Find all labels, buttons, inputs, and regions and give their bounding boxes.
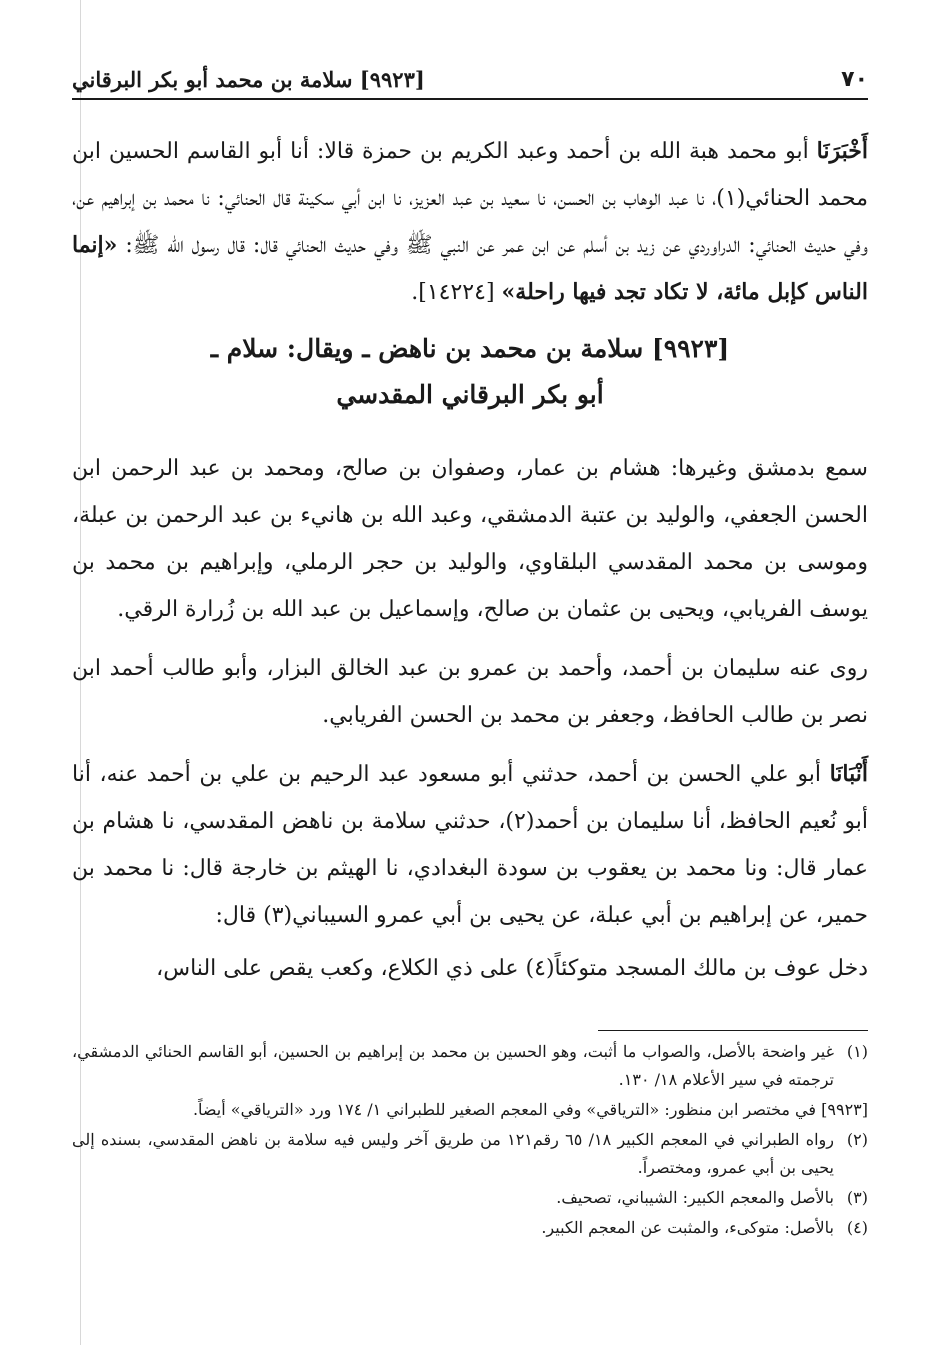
- running-title: [٩٩٢٣] سلامة بن محمد أبو بكر البرقاني: [72, 67, 425, 92]
- story-paragraph: دخل عوف بن مالك المسجد متوكئاً(٤) على ذي الكلاع، وكعب يقص على الناس،: [156, 956, 868, 981]
- narrated-by-paragraph: روى عنه سليمان بن أحمد، وأحمد بن عمرو بن عبد الخالق البزار، وأبو طالب أحمد ابن نصر بن طالب الحافظ، وجعفر بن محمد بن الحسن الفريابي.: [72, 656, 868, 728]
- footnote-2: [72, 1126, 868, 1182]
- chain-text: أبو علي الحسن بن أحمد، حدثني أبو مسعود عبد الرحيم بن علي بن أحمد عنه، أنا أبو نُعيم الحافظ، أنا سليمان بن أحمد(٢)، حدثني سلامة بن ناهض المقدسي، نا هشام بن عمار قال: ونا محمد بن يعقوب بن سودة البغدادي، نا الهيثم بن خارجة قال: نا محمد بن حمير، عن إبراهيم بن أبي عبلة، عن يحيى بن أبي عمرو السيباني(٣) قال:: [72, 762, 868, 928]
- page-header: [72, 56, 868, 100]
- footnote-separator: [598, 1030, 868, 1031]
- lead-word: أَخْبَرَنَا: [816, 138, 868, 164]
- end-marker: [١٤٢٢٤].: [411, 280, 495, 305]
- footnote-text: غير واضحة بالأصل، والصواب ما أثبت، وهو الحسين بن محمد بن إبراهيم بن الحسين، أبو القاسم الحنائي الدمشقي، ترجمته في سير الأعلام ١٨/ ١٣٠.: [72, 1042, 834, 1089]
- entry-heading-line-2: أبو بكر البرقاني المقدسي: [336, 380, 604, 409]
- footnote-text: بالأصل والمعجم الكبير: الشيباني، تصحيف.: [556, 1188, 834, 1207]
- entry-heading-line-1: [٩٩٢٣] سلامة بن محمد بن ناهض ـ ويقال: سلام ـ: [210, 334, 730, 363]
- footnote-text: رواه الطبراني في المعجم الكبير ١٨/ ٦٥ رقم١٢١ من طريق آخر وليس فيه سلامة بن ناهض المقدسي، بسنده إلى يحيى بن أبي عمرو، ومختصراً.: [72, 1130, 835, 1177]
- footnote-3: [72, 1184, 868, 1212]
- entry-heading: [72, 326, 868, 418]
- footnote-number: (٣): [846, 1188, 868, 1207]
- footnote-number: (٢): [846, 1130, 868, 1149]
- footnote-text: [٩٩٢٣] في مختصر ابن منظور: «الترياقي» وفي المعجم الصغير للطبراني ١/ ١٧٤ ورد «الترياقي» أيضاً.: [192, 1100, 868, 1119]
- footnote-1: [72, 1038, 868, 1094]
- isnad-paragraph: [72, 751, 868, 939]
- footnote-entry-note: [72, 1096, 868, 1124]
- chain-text: أبو محمد هبة الله بن أحمد وعبد الكريم بن حمزة قالا: أنا أبو القاسم الحسين ابن محمد الحنائي(١)، نا عبد الوهاب بن الحسن، نا سعيد بن عبد العزيز، نا ابن أبي سكينة قال الحنائي: نا محمد بن إبراهيم عن، وفي حديث الحنائي: الدراوردي عن زيد بن أسلم عن ابن عمر عن النبي ﷺ وفي حديث الحنائي قال: قال رسول الله ﷺ:: [72, 139, 869, 258]
- page-number: ٧٠: [841, 67, 868, 92]
- footnote-number: (٤): [846, 1218, 868, 1237]
- biography-block: [72, 445, 868, 992]
- footnote-4: [72, 1214, 868, 1242]
- footnote-number: (١): [846, 1042, 868, 1061]
- footnote-text: بالأصل: متوكىء، والمثبت عن المعجم الكبير.: [541, 1218, 834, 1237]
- narration-block-1: [72, 128, 868, 316]
- narration-paragraph: [72, 128, 868, 316]
- lead-word: أَنْبَانَا: [829, 761, 868, 787]
- hadith-quote: «إنما الناس كإبل مائة، لا تكاد تجد فيها راحلة»: [72, 232, 868, 305]
- heard-from-paragraph: سمع بدمشق وغيرها: هشام بن عمار، وصفوان بن صالح، ومحمد بن عبد الرحمن ابن الحسن الجعفي، والوليد بن عتبة الدمشقي، وعبد الله بن هانيء بن عبد الرحمن بن عبلة، وموسى بن محمد المقدسي البلقاوي، والوليد بن حجر الرملي، وإبراهيم بن محمد بن يوسف الفريابي، ويحيى بن عثمان بن صالح، وإسماعيل بن عبد الله بن زُرارة الرقي.: [72, 456, 868, 622]
- footnotes: [72, 1038, 868, 1244]
